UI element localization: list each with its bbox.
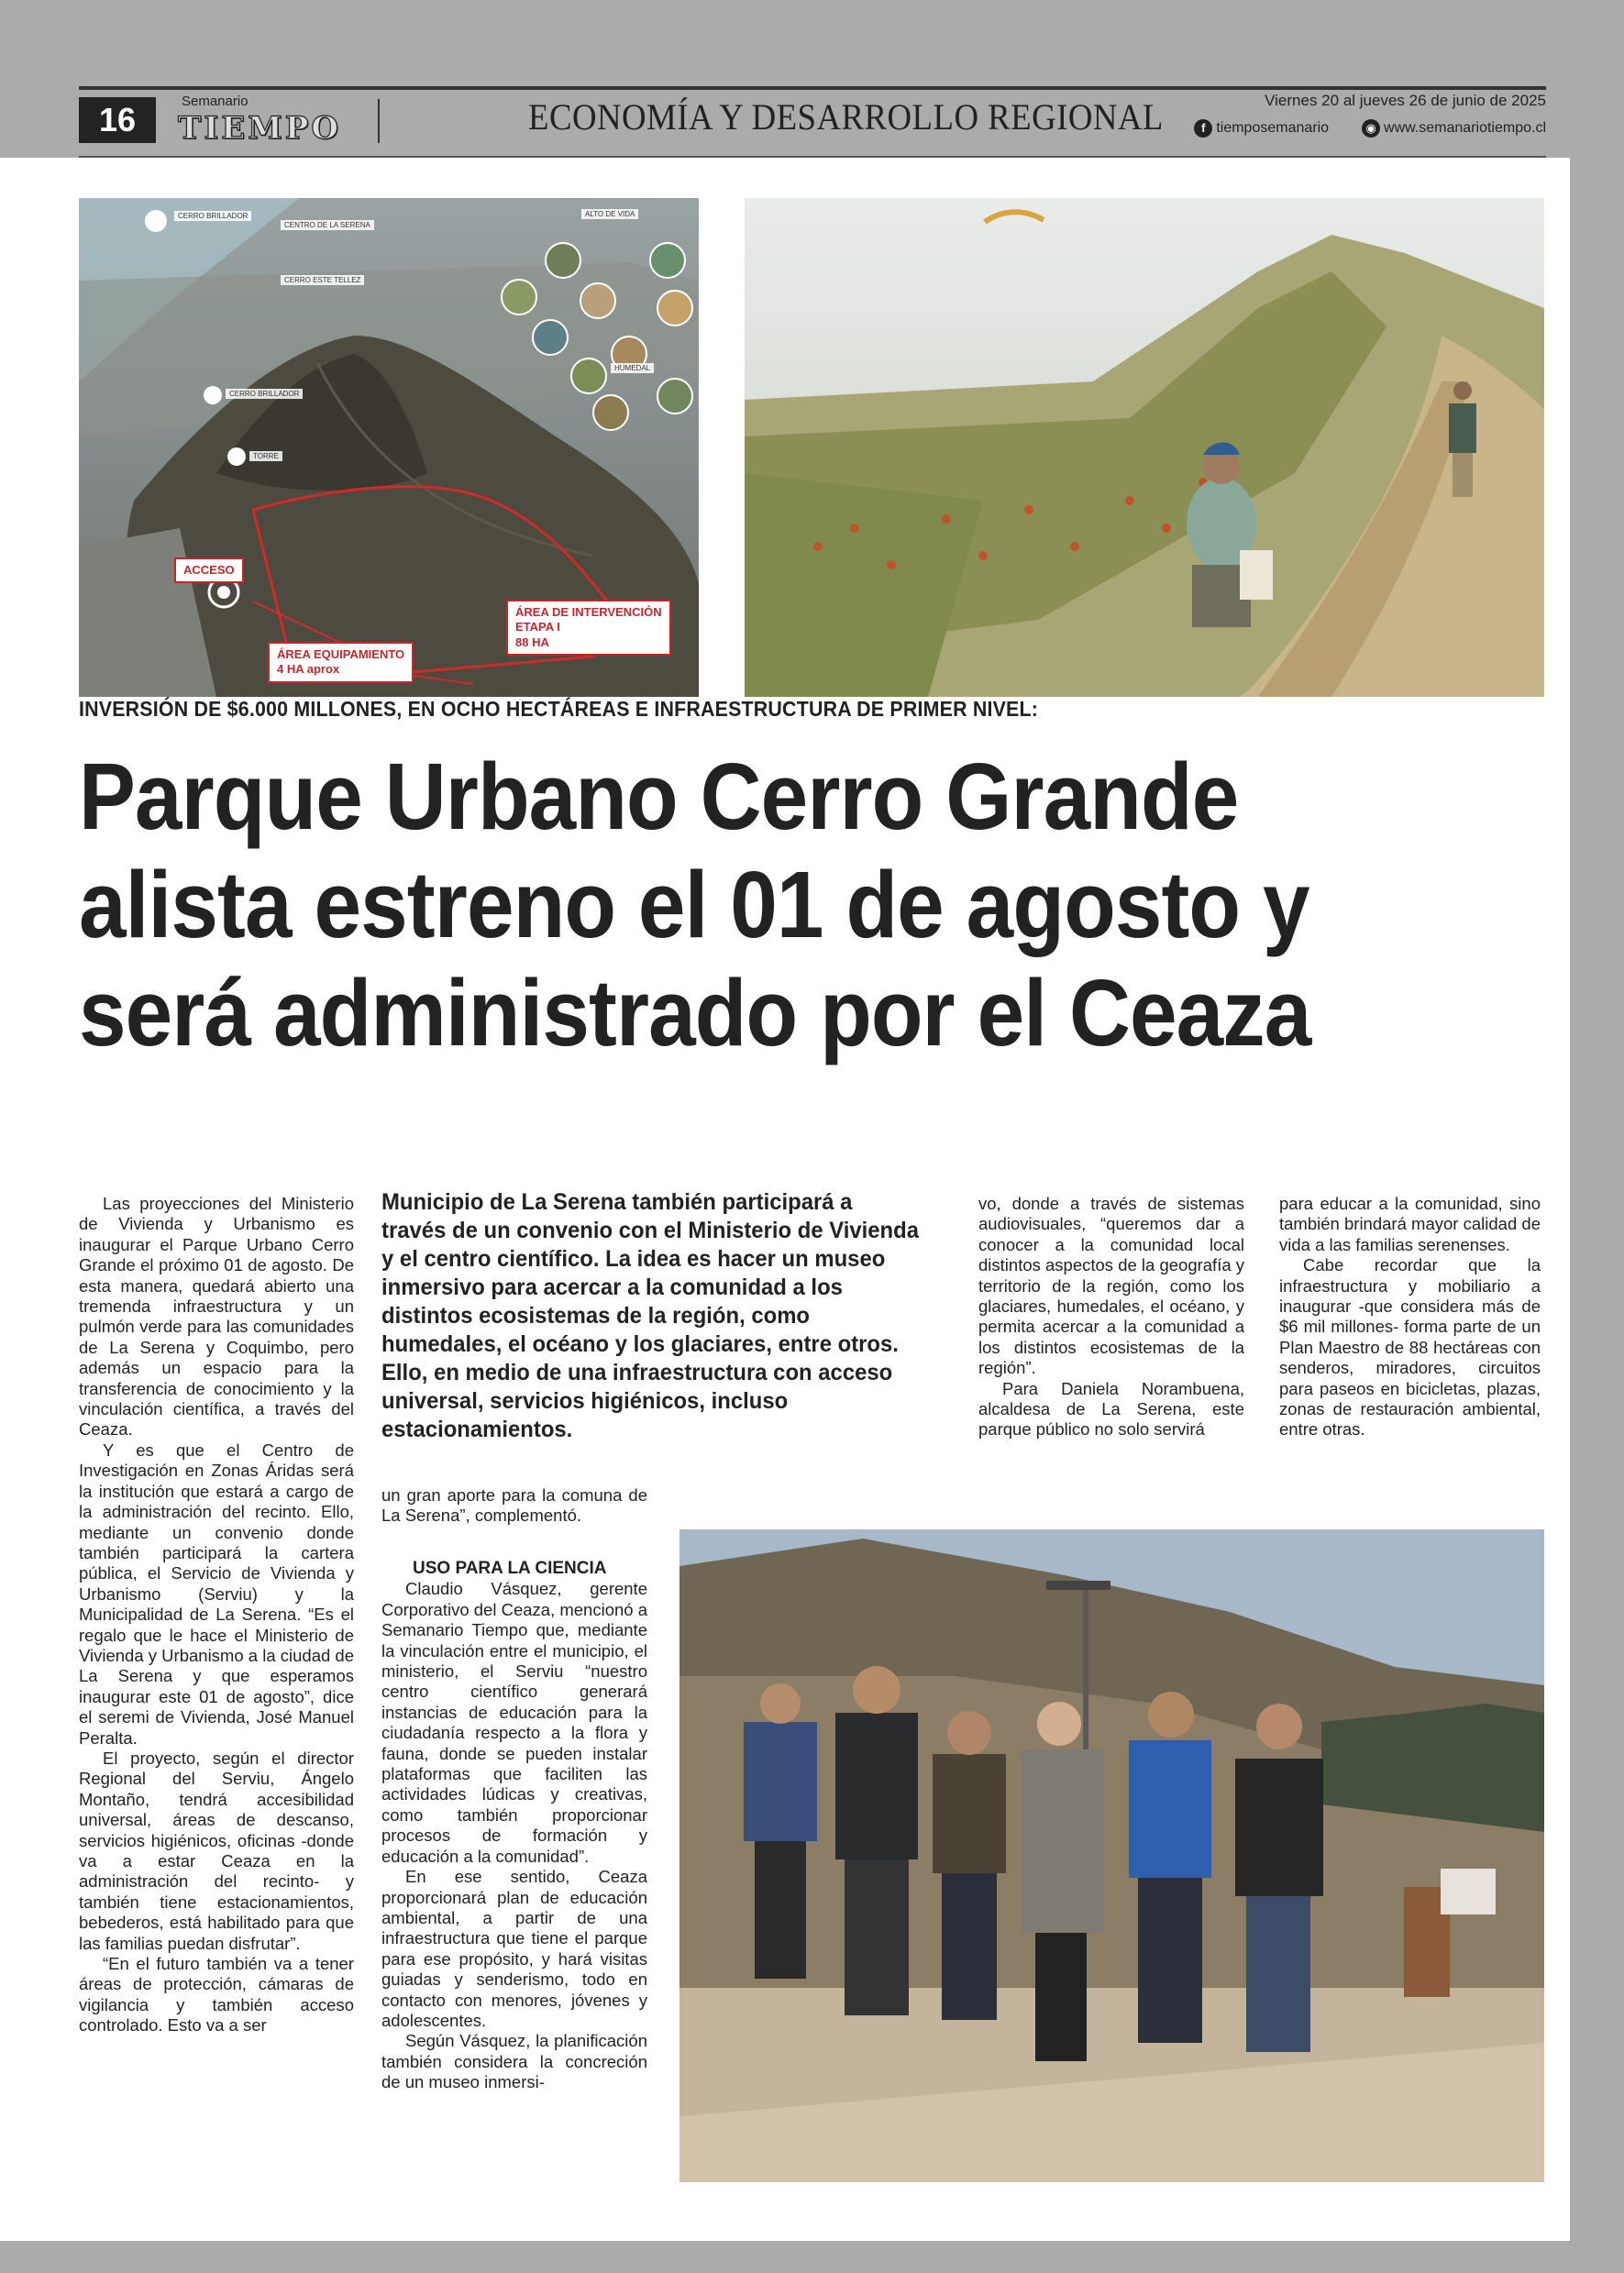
- page-number: 16: [79, 97, 156, 143]
- article-column-3: [978, 1194, 1244, 1440]
- website-link[interactable]: [1362, 119, 1546, 138]
- person: [835, 1666, 918, 2015]
- paragraph: Y es que el Centro de Investigación en Zonas Áridas será la institución que estará a cargo de la administración del recinto. Ello, mediante un convenio donde también participará la cartera pública, el Servicio de Vivienda y Urbanismo (Serviu) y la Municipalidad de La Serena. “Es el regalo que le hace el Ministerio de Vivienda y Urbanismo a la ciudad de La Serena y que esperamos inaugurar este 01 de agosto”, dice el seremi de Vivienda, José Manuel Peralta.: [79, 1440, 354, 1748]
- headline: [79, 743, 1416, 1067]
- brand-small-label: Semanario: [182, 94, 249, 109]
- map-label: ALTO DE VIDA: [581, 209, 638, 219]
- map-label: CERRO BRILLADOR: [174, 211, 251, 221]
- brand-divider: [378, 99, 380, 143]
- section-title: ECONOMÍA Y DESARROLLO REGIONAL: [528, 96, 1164, 138]
- ecosystem-thumbnail: [657, 378, 693, 414]
- article-column-1: [79, 1194, 354, 2036]
- paragraph: un gran aporte para la comuna de La Serena”, complementó.: [381, 1485, 647, 1526]
- ecosystem-thumbnail: [532, 319, 569, 356]
- paragraph: Cabe recordar que la infraestructura y mobiliario a inaugurar -que considera más de $6 mil millones- forma parte de un Plan Maestro de 88 hectáreas con senderos, miradores, circuitos para paseos en bicicletas, plazas, zonas de restauración ambiental, entre otras.: [1279, 1255, 1541, 1440]
- ecosystem-thumbnail: [570, 358, 607, 394]
- map-tag-intervencion: [506, 600, 671, 656]
- map-tag-line: 88 HA: [515, 634, 549, 649]
- map-tag-line: ÁREA EQUIPAMIENTO: [277, 647, 405, 661]
- person: [933, 1711, 1006, 2020]
- facebook-link[interactable]: [1194, 119, 1329, 138]
- map-label: TORRE: [249, 451, 282, 461]
- paragraph: Según Vásquez, la planificación también considera la concreción de un museo inmersi-: [381, 2031, 647, 2092]
- ecosystem-thumbnail: [545, 242, 581, 279]
- ecosystem-thumbnail: [657, 290, 693, 326]
- headline-line: será administrado por el Ceaza: [79, 960, 1311, 1065]
- map-tag-acceso: [174, 557, 244, 583]
- paragraph: Las proyecciones del Ministerio de Vivienda y Urbanismo es inaugurar el Parque Urbano Cerro Grande el próximo 01 de agosto. De esta manera, quedará abierto una tremenda infraestructura y un pulmón verde para las comunidades de La Serena y Coquimbo, pero además un espacio para la transferencia de conocimiento y la vinculación científica, a través del Ceaza.: [79, 1194, 354, 1440]
- ecosystem-thumbnail: [501, 279, 537, 315]
- map-label: CENTRO DE LA SERENA: [281, 220, 374, 230]
- kicker: INVERSIÓN DE $6.000 MILLONES, EN OCHO HECTÁREAS E INFRAESTRUCTURA DE PRIMER NIVEL:: [79, 697, 1039, 721]
- map-label: HUMEDAL: [611, 363, 654, 373]
- article-column-4: [1279, 1194, 1541, 1440]
- masthead-top-rule: [79, 86, 1546, 90]
- brand-logo: [178, 94, 453, 150]
- brand-name: TIEMPO: [178, 110, 341, 147]
- map-tag-line: ETAPA I: [515, 620, 560, 634]
- facebook-handle: tiemposemanario: [1216, 120, 1330, 136]
- group-photo: [679, 1529, 1544, 2182]
- ecosystem-thumbnail: [649, 242, 686, 279]
- group-photo-illustration: [679, 1529, 1544, 2182]
- person: [1129, 1692, 1211, 2043]
- website-url: www.semanariotiempo.cl: [1384, 120, 1546, 136]
- paragraph: El proyecto, según el director Regional del Serviu, Ángelo Montaño, tendrá accesibilidad universal, áreas de descanso, servicios higiénicos, oficinas -donde va a estar Ceaza en la administración del recinto- y también tiene estacionamientos, bebederos, está habilitado para que las familias puedan disfrutar”.: [79, 1748, 354, 1953]
- trail-illustration: [745, 198, 1544, 697]
- facebook-icon: f: [1194, 119, 1212, 138]
- paragraph: Claudio Vásquez, gerente Corporativo del Ceaza, mencionó a Semanario Tiempo que, mediante la vinculación entre el municipio, el ministerio, el Serviu “nuestro centro científico generará instancias de educación para la ciudadanía respecto a la flora y fauna, donde se pueden instalar plataformas que faciliten las actividades lúdicas y creativas, como también proporcionar procesos de formación y educación a la comunidad”.: [381, 1579, 647, 1866]
- edition-date: Viernes 20 al jueves 26 de junio de 2025: [1265, 92, 1546, 109]
- headline-line: alista estreno el 01 de agosto y: [79, 852, 1309, 957]
- map-tag-line: 4 HA aprox: [277, 662, 340, 677]
- ecosystem-thumbnail: [592, 394, 629, 431]
- map-tag-acceso-text: ACCESO: [183, 563, 235, 577]
- article-column-2: [381, 1559, 647, 2093]
- map-label: CERRO ESTE TELLEZ: [281, 275, 364, 285]
- map-label: CERRO BRILLADOR: [226, 389, 303, 399]
- headline-line: Parque Urbano Cerro Grande: [79, 744, 1239, 849]
- ecosystem-thumbnail: [580, 282, 616, 319]
- paragraph: En ese sentido, Ceaza proporcionará plan de educación ambiental, a partir de una infraestructura que tiene el parque para ese propósito, y hará visitas guiadas y senderismo, todo en contacto con menores, jóvenes y adolescentes.: [381, 1867, 647, 2030]
- pull-quote: Municipio de La Serena también participará a través de un convenio con el Ministerio de Vivienda y el centro científico. La idea es hacer un museo inmersivo para acercar a la comunidad a los distintos ecosistemas de la región, como humedales, el océano y los glaciares, entre otros. Ello, en medio de una infraestructura con acceso universal, servicios higiénicos, incluso estacionamientos.: [381, 1189, 919, 1442]
- subhead: USO PARA LA CIENCIA: [413, 1559, 607, 1578]
- paragraph: Para Daniela Norambuena, alcaldesa de La Serena, este parque público no solo servirá: [978, 1378, 1244, 1440]
- paragraph: “En el futuro también va a tener áreas de protección, cámaras de vigilancia y también acceso controlado. Esto va a ser: [79, 1954, 354, 2036]
- social-links: [1194, 119, 1546, 138]
- article-column-2-top: [381, 1485, 647, 1527]
- map-tag-line: ÁREA DE INTERVENCIÓN: [515, 605, 662, 619]
- globe-icon: ◉: [1362, 119, 1380, 138]
- park-map-image: [79, 198, 699, 697]
- paragraph: vo, donde a través de sistemas audiovisuales, “queremos dar a conocer a la comunidad local distintos aspectos de la geografía y territorio de la región, como los glaciares, humedales, el océano, y permita acercar a la comunidad a los distintos ecosistemas de la región”.: [978, 1194, 1245, 1378]
- masthead: [79, 86, 1546, 158]
- paragraph: para educar a la comunidad, sino también brindará mayor calidad de vida a las familias serenenses.: [1279, 1194, 1541, 1254]
- trail-rendering-image: [745, 198, 1544, 697]
- person: [744, 1683, 817, 1979]
- map-tag-equipamiento: [268, 642, 414, 683]
